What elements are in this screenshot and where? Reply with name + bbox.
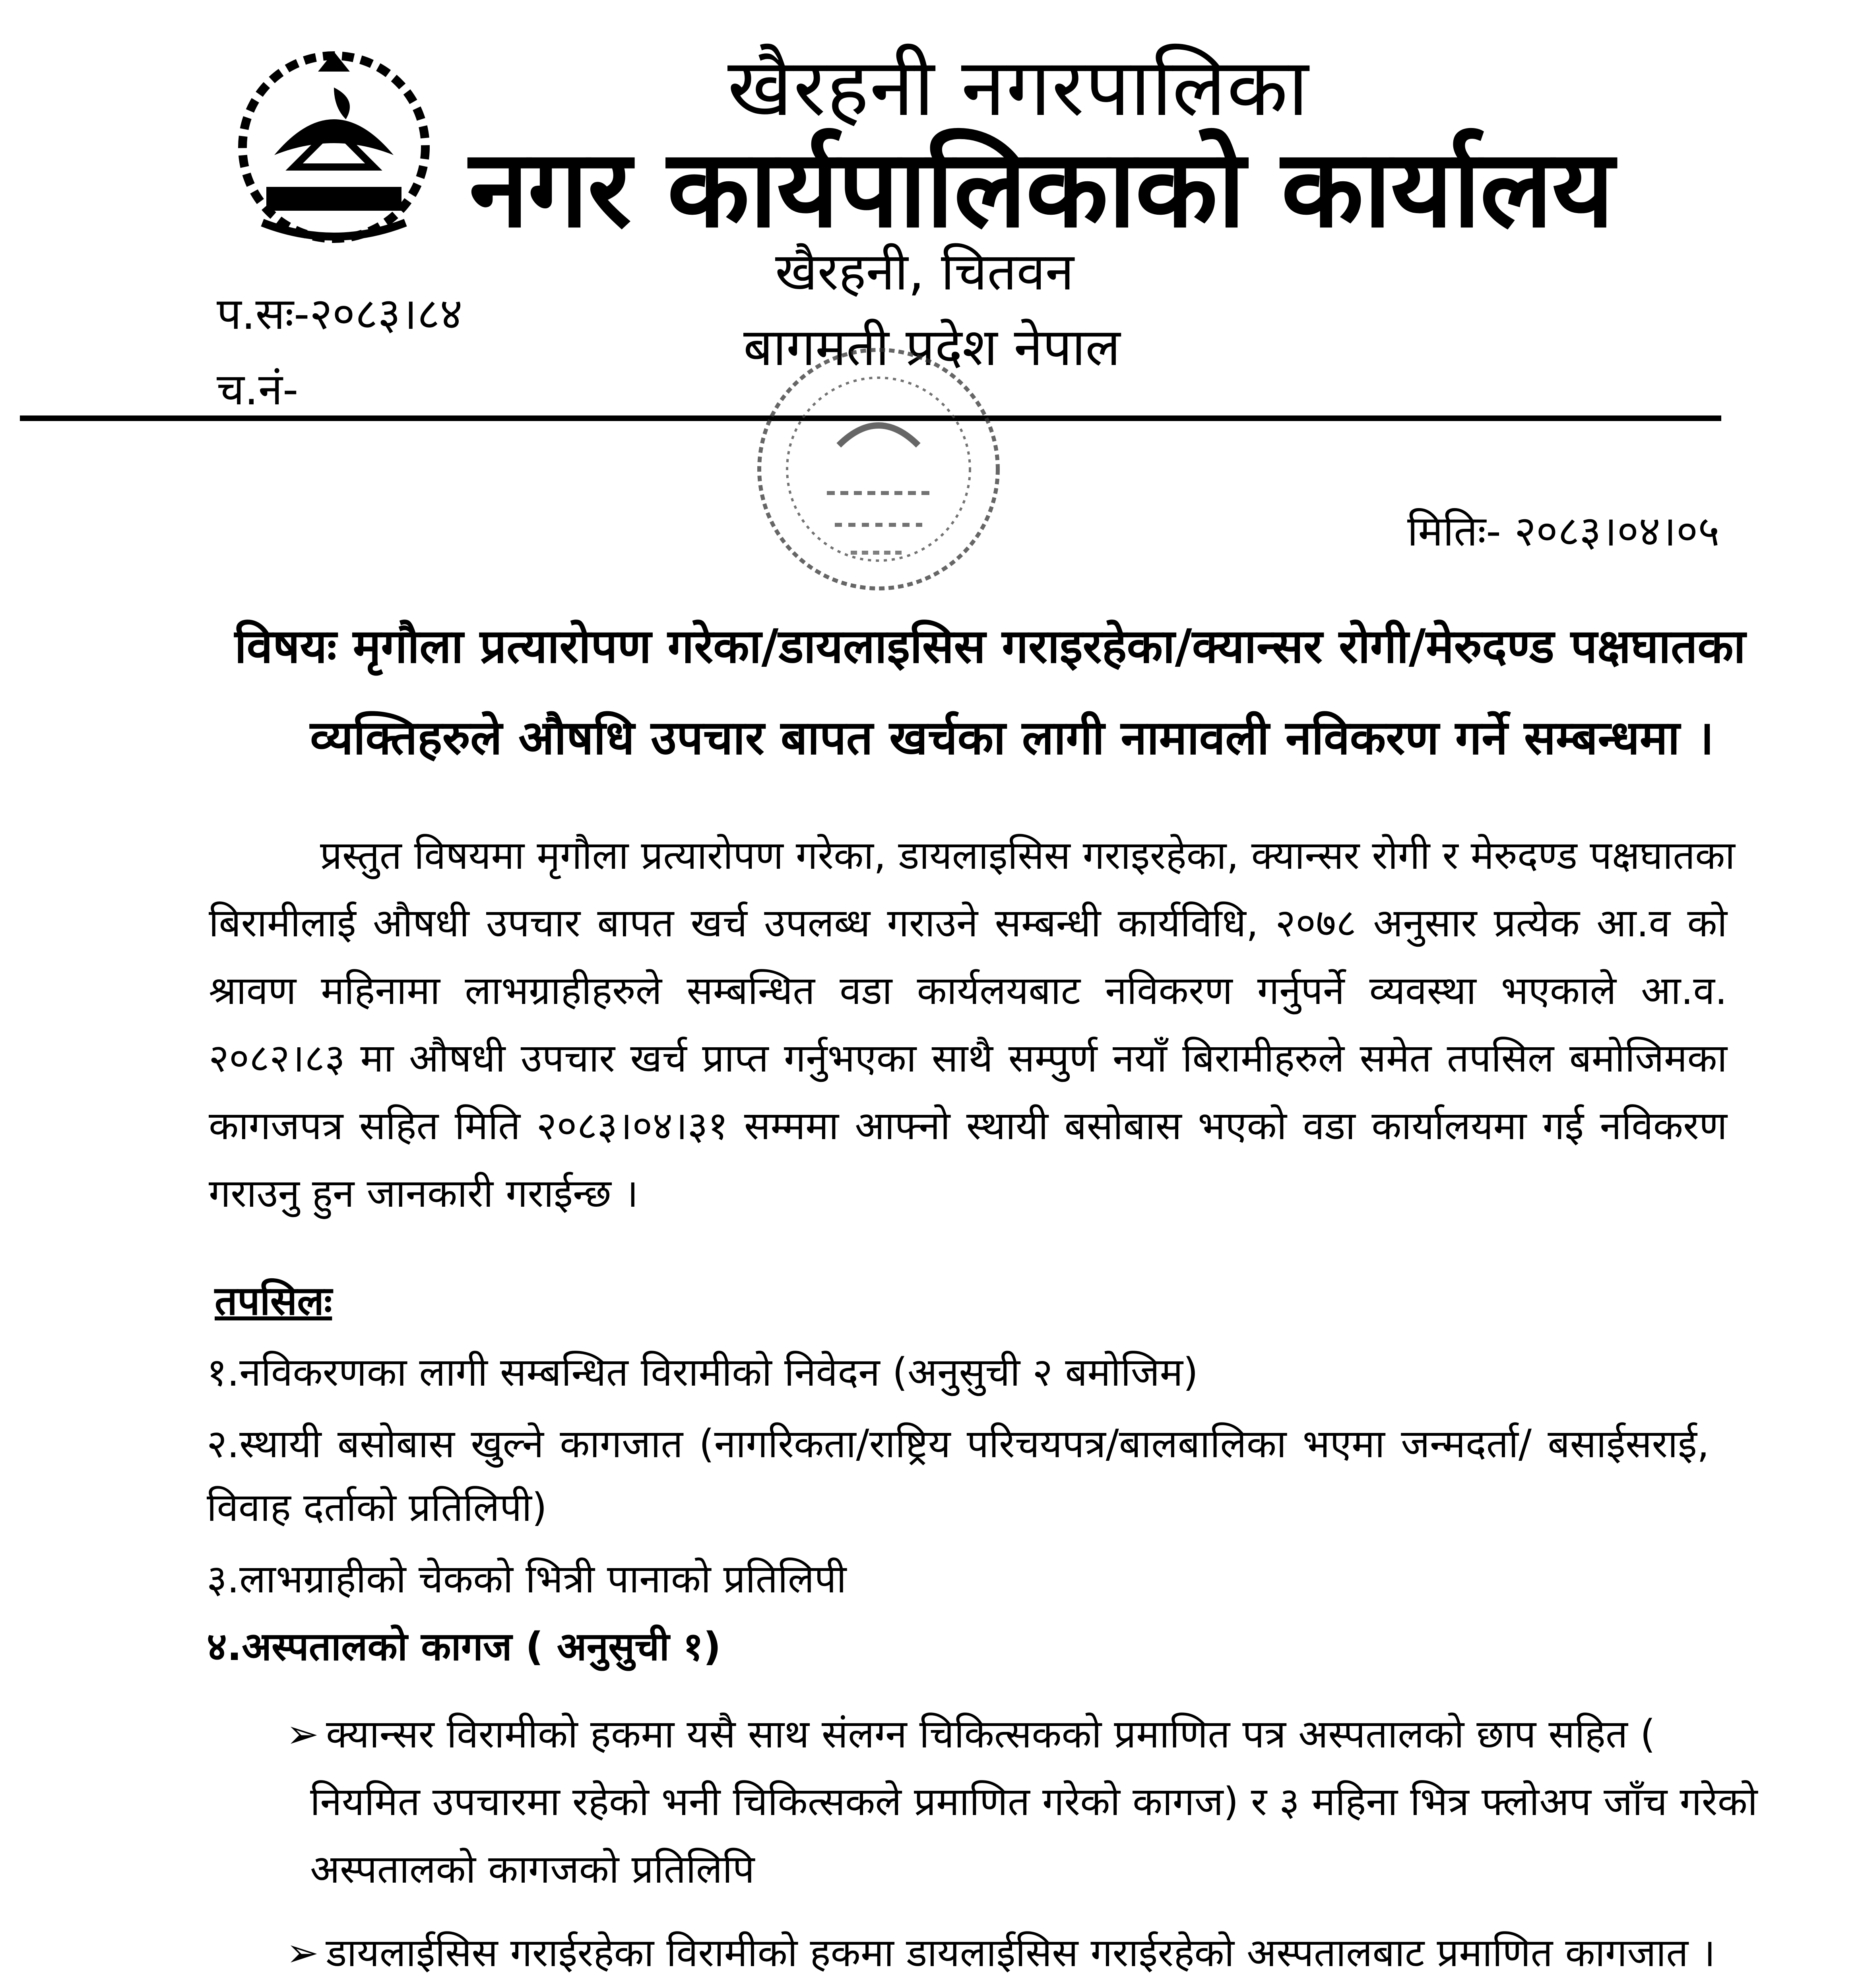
body-line: बिरामीलाई औषधी उपचार बापत खर्च उपलब्ध गराउने सम्बन्धी कार्यविधि, २०७८ अनुसार प्रत्येक आ.व को [209,901,1727,946]
detail-item-3: ३.लाभग्राहीको चेकको भित्री पानाको प्रतिलिपी [207,1557,847,1602]
arrow-bullet-icon: ➢ [286,1930,319,1976]
body-line: कागजपत्र सहित मिति २०८३।०४।३१ सम्ममा आफ्नो स्थायी बसोबास भएको वडा कार्यालयमा गई नविकरण [209,1103,1727,1149]
office-province: बागमती प्रदेश नेपाल [743,317,1121,377]
detail-item-1: १.नविकरणका लागी सम्बन्धित विरामीको निवेदन (अनुसुची २ बमोजिम) [207,1350,1199,1395]
body-line: २०८२।८३ मा औषधी उपचार खर्च प्राप्त गर्नुभएका साथै सम्पुर्ण नयाँ बिरामीहरुले समेत तपसिल बमोजिमका [209,1036,1727,1081]
office-title: नगर कार्यपालिकाको कार्यालय [469,126,1614,251]
bullet-dialysis [286,1924,1717,1978]
municipality-name: खैरहनी नगरपालिका [727,41,1309,134]
bullet-cancer-line-1 [286,1706,1717,1759]
bullet-text: अस्पतालको कागजको प्रतिलिपि [310,1847,755,1892]
body-line: गराउनु हुन जानकारी गराईन्छ । [209,1171,638,1216]
bullet-text: नियमित उपचारमा रहेको भनी चिकित्सकले प्रमाणित गरेको कागज) र ३ महिना भित्र फ्लोअप जाँच गरेको [310,1779,1758,1825]
letter-date: मितिः- २०८३।०४।०५ [1407,507,1720,555]
detail-item-2-line-1: २.स्थायी बसोबास खुल्ने कागजात (नागरिकता/राष्ट्रिय परिचयपत्र/बालबालिका भएमा जन्मदर्ता/ बसाईसराई, [207,1421,1709,1467]
body-line: प्रस्तुत विषयमा मृगौला प्रत्यारोपण गरेका, डायलाइसिस गराइरहेका, क्यान्सर रोगी र मेरुदण्ड पक्षघातका [320,833,1735,878]
body-line: श्रावण महिनामा लाभग्राहीहरुले सम्बन्धित वडा कार्यलयबाट नविकरण गर्नुपर्ने व्यवस्था भएकाले आ.व. [209,968,1727,1013]
subject-line-2: व्यक्तिहरुले औषधि उपचार बापत खर्चका लागी नामावली नविकरण गर्ने सम्बन्धमा । [310,710,1714,765]
detail-item-4: ४.अस्पतालको कागज ( अनुसुची १) [207,1624,721,1670]
nepal-emblem-logo [215,36,453,258]
bullet-text: क्यान्सर विरामीको हकमा यसै साथ संलग्न चिकित्सकको प्रमाणित पत्र अस्पतालको छाप सहित ( [326,1712,1656,1757]
arrow-bullet-icon: ➢ [286,1712,319,1757]
detail-item-2-line-2: विवाह दर्ताको प्रतिलिपी) [207,1485,547,1530]
subject-line-1: विषयः मृगौला प्रत्यारोपण गरेका/डायलाइसिस गराइरहेका/क्यान्सर रोगी/मेरुदण्ड पक्षघातका [235,619,1746,674]
details-heading: तपसिलः [215,1277,332,1324]
dispatch-number: च.नं- [217,364,299,415]
office-seal-stamp [739,326,1018,612]
bullet-text: डायलाईसिस गराईरहेका विरामीको हकमा डायलाईसिस गराईरहेको अस्पतालबाट प्रमाणित कागजात । [326,1930,1716,1976]
office-address: खैरहनी, चितवन [775,241,1074,302]
reference-number: प.सः-२०८३।८४ [217,288,463,339]
